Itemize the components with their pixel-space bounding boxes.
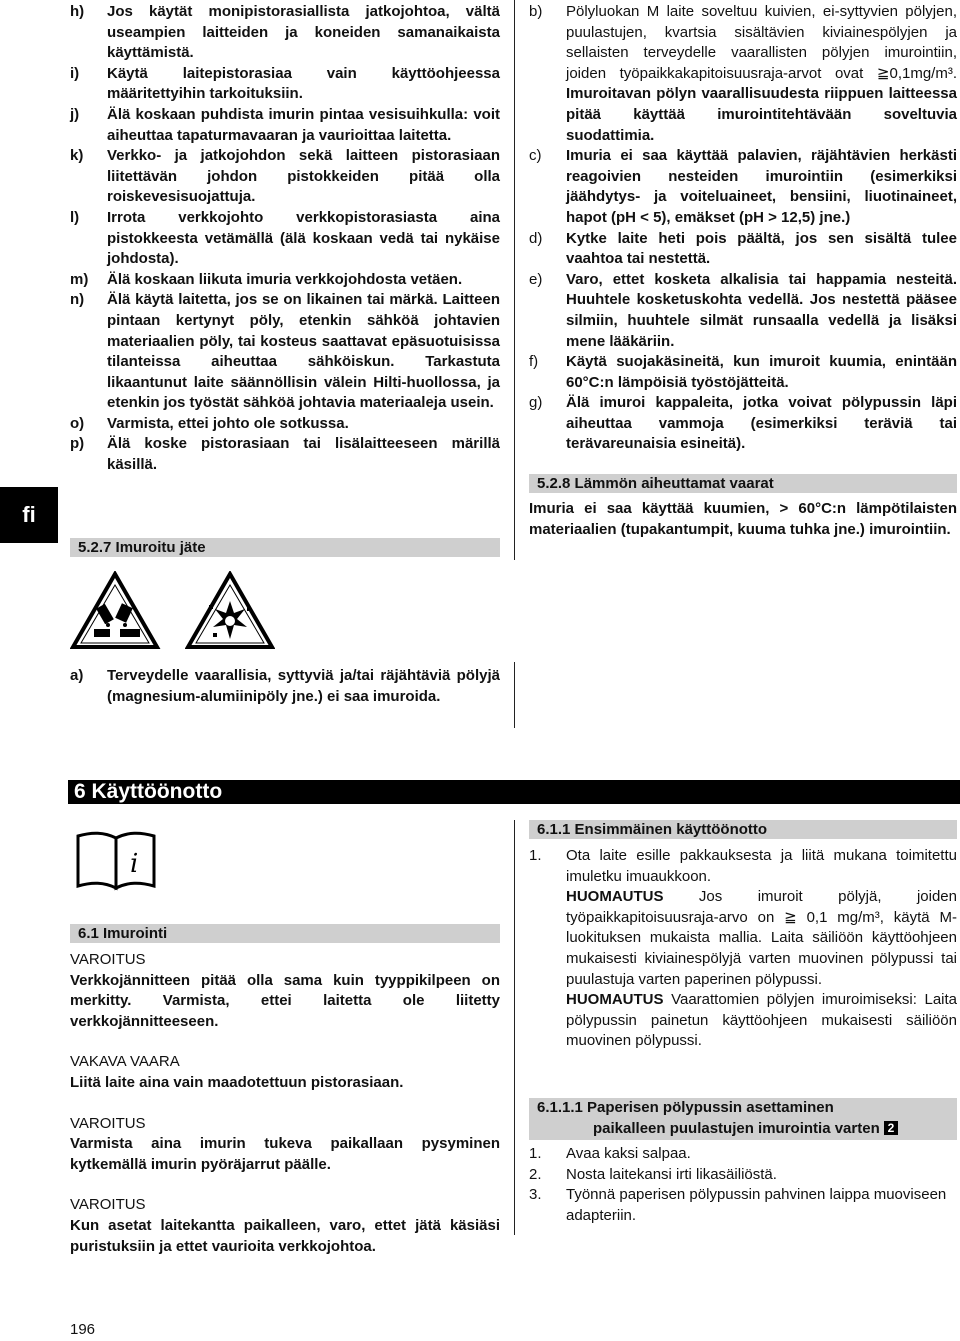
- list-item: [529, 2, 957, 146]
- explosive-hazard-icon: [185, 571, 275, 651]
- item-text: Varmista, ettei johto ole sotkussa.: [107, 414, 349, 432]
- item-text-bold: Käytä suojakäsineitä, kun imuroit kuumia, enintään 60°C:n lämpöisiä työstöjätteitä.: [566, 353, 957, 391]
- step-item: [529, 1185, 957, 1226]
- warning-text: Varmista aina imurin tukeva paikallaan pysyminen kytkemällä imurin pyöräjarrut päälle.: [70, 1135, 500, 1173]
- list-item: [70, 105, 500, 146]
- item-text-bold: Varo, ettet kosketa alkalisia tai happamia nesteitä. Huuhtele kosketuskohta vedellä. Jos nestettä pääsee silmiin, huuhtele silmät runsaalla vedellä ja lisäksi mene lääkäriin.: [566, 270, 957, 350]
- item-label: f): [529, 353, 539, 371]
- step-text: Avaa kaksi salpaa.: [566, 1145, 691, 1162]
- item-label: e): [529, 270, 543, 288]
- step-item: [529, 1144, 957, 1165]
- item-label: g): [529, 394, 543, 412]
- list-item: [70, 208, 500, 270]
- list-item: [70, 434, 500, 475]
- list-item: [529, 393, 957, 455]
- step-number: 3.: [529, 1186, 542, 1204]
- list-item: [529, 270, 957, 352]
- item-text: Irrota verkkojohto verkkopistorasiasta aina pistokkeesta vetämällä (älä koskaan vedä tai nykäise johdosta).: [107, 208, 500, 268]
- warning-text: Kun asetat laitekantta paikalleen, varo, ettet jätä käsiäsi puristuksiin ja ettet vaurioita verkkojohtoa.: [70, 1216, 500, 1255]
- warning-heading: VAROITUS: [70, 951, 146, 968]
- column-divider-lower: [514, 662, 515, 728]
- spacer: [70, 1032, 500, 1052]
- item-label: h): [70, 3, 85, 20]
- item-text: [566, 2, 957, 146]
- item-label: a): [70, 667, 84, 684]
- heading-line-2: [537, 1119, 957, 1140]
- step-item: [529, 1165, 957, 1186]
- list-item: [70, 270, 500, 291]
- item-text: Älä koskaan puhdista imurin pintaa vesisuihkulla: voit aiheuttaa tapaturmavaaran ja vaurioittaa laitetta.: [107, 105, 500, 144]
- item-text: [566, 146, 957, 228]
- step-text: Työnnä paperisen pölypussin pahvinen laippa muoviseen adapteriin.: [566, 1186, 947, 1224]
- note-text: Vaarattomien pölyjen imuroimiseksi: Laita pölypussin painetun käyttöohjeen mukaisesti säiliöön muovinen pölypussi.: [566, 991, 957, 1050]
- item-label: j): [70, 105, 80, 123]
- item-label: l): [70, 208, 80, 226]
- warning-text: Verkkojännitteen pitää olla sama kuin tyyppikilpeen on merkitty. Varmista, ettei laitetta ole liitetty verkkojännitteeseen.: [70, 971, 500, 1030]
- step-number: 1.: [529, 1145, 542, 1162]
- read-manual-icon: [74, 830, 158, 892]
- item-label: d): [529, 229, 543, 247]
- item-text: [566, 270, 957, 352]
- item-label: i): [70, 64, 80, 82]
- section-heading-5-2-8: 5.2.8 Lämmön aiheuttamat vaarat: [529, 474, 957, 493]
- item-text-bold: Imuria ei saa käyttää palavien, räjähtävien herkästi reagoivien nesteiden imurointiin (esimerkiksi jäähdytys- ja voiteluaineet, bensiini, liuotinaineet, hapot (pH < 5), emäkset (pH > 12,5) jne.): [566, 147, 957, 226]
- list-item: [529, 146, 957, 228]
- warning-heading: VAROITUS: [70, 1114, 146, 1132]
- warning-text: Liitä laite aina vain maadotettuun pistorasiaan.: [70, 1073, 404, 1091]
- list-item: [70, 64, 500, 105]
- column-divider: [514, 0, 515, 560]
- item-text-regular: Pölyluokan M laite soveltuu kuivien, ei-syttyvien pölyjen, puulastujen, kvartsia sisältävien kiviainespölyjen ja sellaisten terveydelle vaarallisten pölyjen imurointiin, joiden työpaikkakapitoisuusraja-arvot ovat ≧0,1mg/m³.: [566, 3, 957, 82]
- item-label: n): [70, 291, 85, 309]
- chapter-title: 6 Käyttöönotto: [68, 780, 960, 804]
- note-text: Jos imuroit pölyjä, joiden työpaikkapitoisuusraja-arvo on ≧ 0,1 mg/m³, käytä M-luokituksen mukaista mallia. Laita säiliöön käyttöohjeen mukaisesti kiviainespölyjä varten muovinen pölypussi tai puulastuja varten paperinen pölypussi.: [566, 888, 957, 988]
- list-item: [70, 414, 500, 435]
- note-2: [566, 990, 957, 1052]
- section-heading-5-2-7: 5.2.7 Imuroitu jäte: [70, 538, 500, 557]
- hazard-item-a: [70, 666, 500, 707]
- list-item: [70, 146, 500, 208]
- item-text-bold: Älä imuroi kappaleita, jotka voivat pölypussin läpi aiheuttaa vammoja (esimerkiksi teräviä tai terävareunaisia esineitä).: [566, 394, 957, 453]
- item-text: Älä käytä laitetta, jos se on likainen tai märkä. Laitteen pintaan kertynyt pöly, etenkin sähköä johtavien materiaalien pöly, tai kosteus saattavat epäsuotuisissa tilanteissa aiheuttaa sähköiskun. Tarkastuta likaantunut laite säännöllisin välein Hilti-huollossa, ja etenkin jos työstät sähköä johtavia materiaaleja usein.: [107, 291, 500, 412]
- section-heading-6-1: 6.1 Imurointi: [70, 924, 500, 943]
- steps-list: [529, 1144, 957, 1226]
- step-text: Nosta laitekansi irti likasäiliöstä.: [566, 1165, 777, 1183]
- step-number: 1.: [529, 847, 542, 864]
- section-heading-6-1-1-1: [529, 1098, 957, 1140]
- left-column-upper: [70, 2, 500, 476]
- list-item: [529, 229, 957, 270]
- item-label: m): [70, 270, 89, 288]
- heat-hazard-text: Imuria ei saa käyttää kuumien, > 60°C:n lämpötilaisten materiaalien (tupakantumpit, kuuma tuhka jne.) imurointiin.: [529, 500, 957, 538]
- item-label: b): [529, 3, 543, 20]
- item-text: [566, 229, 957, 270]
- page-number: 196: [70, 1321, 96, 1338]
- item-label: c): [529, 147, 542, 165]
- warning-heading: VAKAVA VAARA: [70, 1053, 180, 1071]
- note-1: [566, 887, 957, 990]
- note-heading: HUOMAUTUS: [566, 888, 664, 906]
- item-text: Älä koskaan liikuta imuria verkkojohdosta vetäen.: [107, 270, 463, 288]
- step-number: 2.: [529, 1165, 542, 1183]
- item-text-bold: Kytke laite heti pois päältä, jos sen sisältä tulee vaahtoa tai nestettä.: [566, 229, 957, 268]
- safety-list: [70, 2, 500, 476]
- spacer: [70, 1094, 500, 1114]
- warnings-block: [70, 950, 500, 1257]
- item-text: Terveydelle vaarallisia, syttyviä ja/tai räjähtäviä pölyjä (magnesium-alumiinipöly jne.) ei saa imuroida.: [107, 667, 500, 705]
- list-item: [529, 352, 957, 393]
- item-label: k): [70, 147, 84, 165]
- note-heading: HUOMAUTUS: [566, 991, 664, 1009]
- item-text: [566, 393, 957, 455]
- right-column-upper: [529, 2, 957, 455]
- item-label: o): [70, 414, 85, 432]
- explosive-hazard-symbol: [185, 571, 275, 651]
- item-text-bold: Imuroitavan pölyn vaarallisuudesta riippuen laitteessa pitää käyttää imurointitehtävään soveltuvia suodattimia.: [566, 85, 957, 144]
- warning-heading: VAROITUS: [70, 1196, 146, 1214]
- step-1: [529, 846, 957, 1052]
- item-text: Käytä laitepistorasiaa vain käyttöohjeessa määritettyihin tarkoituksiin.: [107, 64, 500, 103]
- item-label: p): [70, 435, 85, 453]
- spacer: [70, 1175, 500, 1195]
- svg-text:i: i: [130, 849, 139, 879]
- list-item: [70, 2, 500, 64]
- heading-line-1: 6.1.1.1 Paperisen pölypussin asettaminen: [537, 1099, 834, 1116]
- item-text: Jos käytät monipistorasiallista jatkojohtoa, vältä useampien laitteiden ja koneiden samanaikaista käyttämistä.: [107, 3, 500, 62]
- column-divider-lower-section: [514, 820, 515, 1235]
- language-tab: fi: [0, 487, 58, 543]
- figure-reference-badge: 2: [884, 1121, 898, 1135]
- item-text: Verkko- ja jatkojohdon sekä laitteen pistorasiaan liitettävän johdon pistokkeiden pitää olla roiskevesisuojattuja.: [107, 147, 500, 206]
- section-heading-6-1-1: 6.1.1 Ensimmäinen käyttöönotto: [529, 820, 957, 839]
- item-text: [566, 352, 957, 393]
- heading-line-2-text: paikalleen puulastujen imurointia varten: [593, 1119, 880, 1137]
- list-item: [70, 290, 500, 414]
- item-text: Älä koske pistorasiaan tai lisälaitteeseen märillä käsillä.: [107, 435, 500, 474]
- step-text: Ota laite esille pakkauksesta ja liitä mukana toimitettu imuletku imuaukkoon.: [566, 847, 957, 885]
- hazard-list: [529, 2, 957, 455]
